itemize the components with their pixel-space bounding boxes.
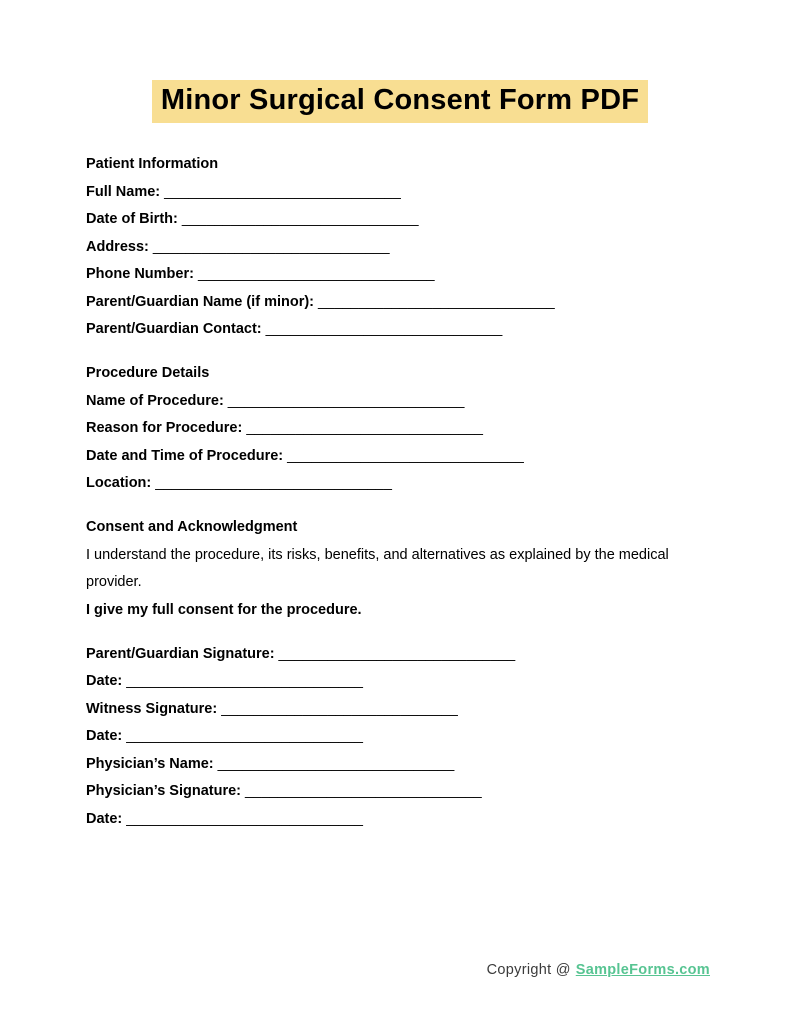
blank-line: _____________________________ — [126, 810, 364, 827]
field-date-of-birth — [86, 206, 714, 234]
field-label: Parent/Guardian Signature: — [86, 645, 275, 662]
field-label: Physician’s Name: — [86, 755, 214, 772]
field-reason-for-procedure — [86, 415, 714, 443]
blank-line: _____________________________ — [287, 447, 524, 464]
section-signatures — [86, 641, 714, 834]
document-content — [86, 151, 714, 833]
field-phone-number — [86, 261, 714, 289]
signature-blank-line: _____________________________ — [244, 783, 482, 799]
field-label: Parent/Guardian Contact: — [86, 321, 262, 337]
field-label: Parent/Guardian Name (if minor): — [86, 293, 315, 310]
section-procedure-details — [86, 360, 714, 498]
field-date-2 — [86, 723, 714, 751]
field-label: Reason for Procedure: — [86, 420, 243, 436]
copyright-text: Copyright @ — [486, 962, 571, 978]
consent-statement: I understand the procedure, its risks, benefits, and alternatives as explained by the medical provider. — [86, 546, 669, 590]
section-consent-acknowledgment — [86, 514, 714, 624]
field-name-of-procedure — [86, 388, 714, 416]
field-date-1 — [86, 668, 714, 696]
blank-line: _____________________________ — [227, 392, 465, 409]
field-label: Location: — [86, 475, 152, 491]
section-heading: Procedure Details — [86, 365, 210, 381]
field-label: Address: — [86, 238, 149, 255]
signature-blank-line: _____________________________ — [278, 645, 516, 662]
blank-line: _____________________________ — [126, 673, 364, 689]
blank-line: _____________________________ — [217, 755, 455, 772]
blank-line: _____________________________ — [126, 728, 364, 744]
section-patient-information — [86, 151, 714, 344]
field-label: Date and Time of Procedure: — [86, 447, 284, 464]
field-parent-guardian-contact — [86, 316, 714, 344]
field-label: Witness Signature: — [86, 700, 218, 717]
blank-line: _____________________________ — [152, 238, 390, 255]
field-parent-guardian-signature — [86, 641, 714, 669]
signature-blank-line: _____________________________ — [221, 700, 458, 717]
field-label: Physician’s Signature: — [86, 783, 241, 799]
field-parent-guardian-name — [86, 289, 714, 317]
field-label: Full Name: — [86, 183, 161, 200]
blank-line: _____________________________ — [265, 321, 503, 337]
field-label: Date of Birth: — [86, 211, 178, 227]
field-date-3 — [86, 806, 714, 834]
consent-affirmation: I give my full consent for the procedure. — [86, 601, 362, 618]
blank-line: _____________________________ — [155, 475, 393, 491]
field-witness-signature — [86, 696, 714, 724]
field-label: Date: — [86, 810, 123, 827]
field-address — [86, 234, 714, 262]
field-date-time-of-procedure — [86, 443, 714, 471]
blank-line: _____________________________ — [246, 420, 484, 436]
page-title: Minor Surgical Consent Form PDF — [152, 80, 648, 123]
field-label: Date: — [86, 728, 123, 744]
title-row — [0, 0, 800, 123]
sampleforms-link[interactable]: SampleForms.com — [575, 962, 710, 978]
blank-line: _____________________________ — [164, 183, 401, 200]
blank-line: _____________________________ — [318, 293, 555, 310]
field-label: Phone Number: — [86, 266, 194, 282]
field-label: Date: — [86, 673, 123, 689]
section-heading: Consent and Acknowledgment — [86, 519, 298, 535]
footer — [487, 958, 710, 982]
field-label: Name of Procedure: — [86, 392, 224, 409]
field-location — [86, 470, 714, 498]
blank-line: _____________________________ — [197, 266, 435, 282]
blank-line: _____________________________ — [181, 211, 419, 227]
field-physician-name — [86, 751, 714, 779]
field-physician-signature — [86, 778, 714, 806]
section-heading: Patient Information — [86, 156, 219, 172]
field-full-name — [86, 179, 714, 207]
